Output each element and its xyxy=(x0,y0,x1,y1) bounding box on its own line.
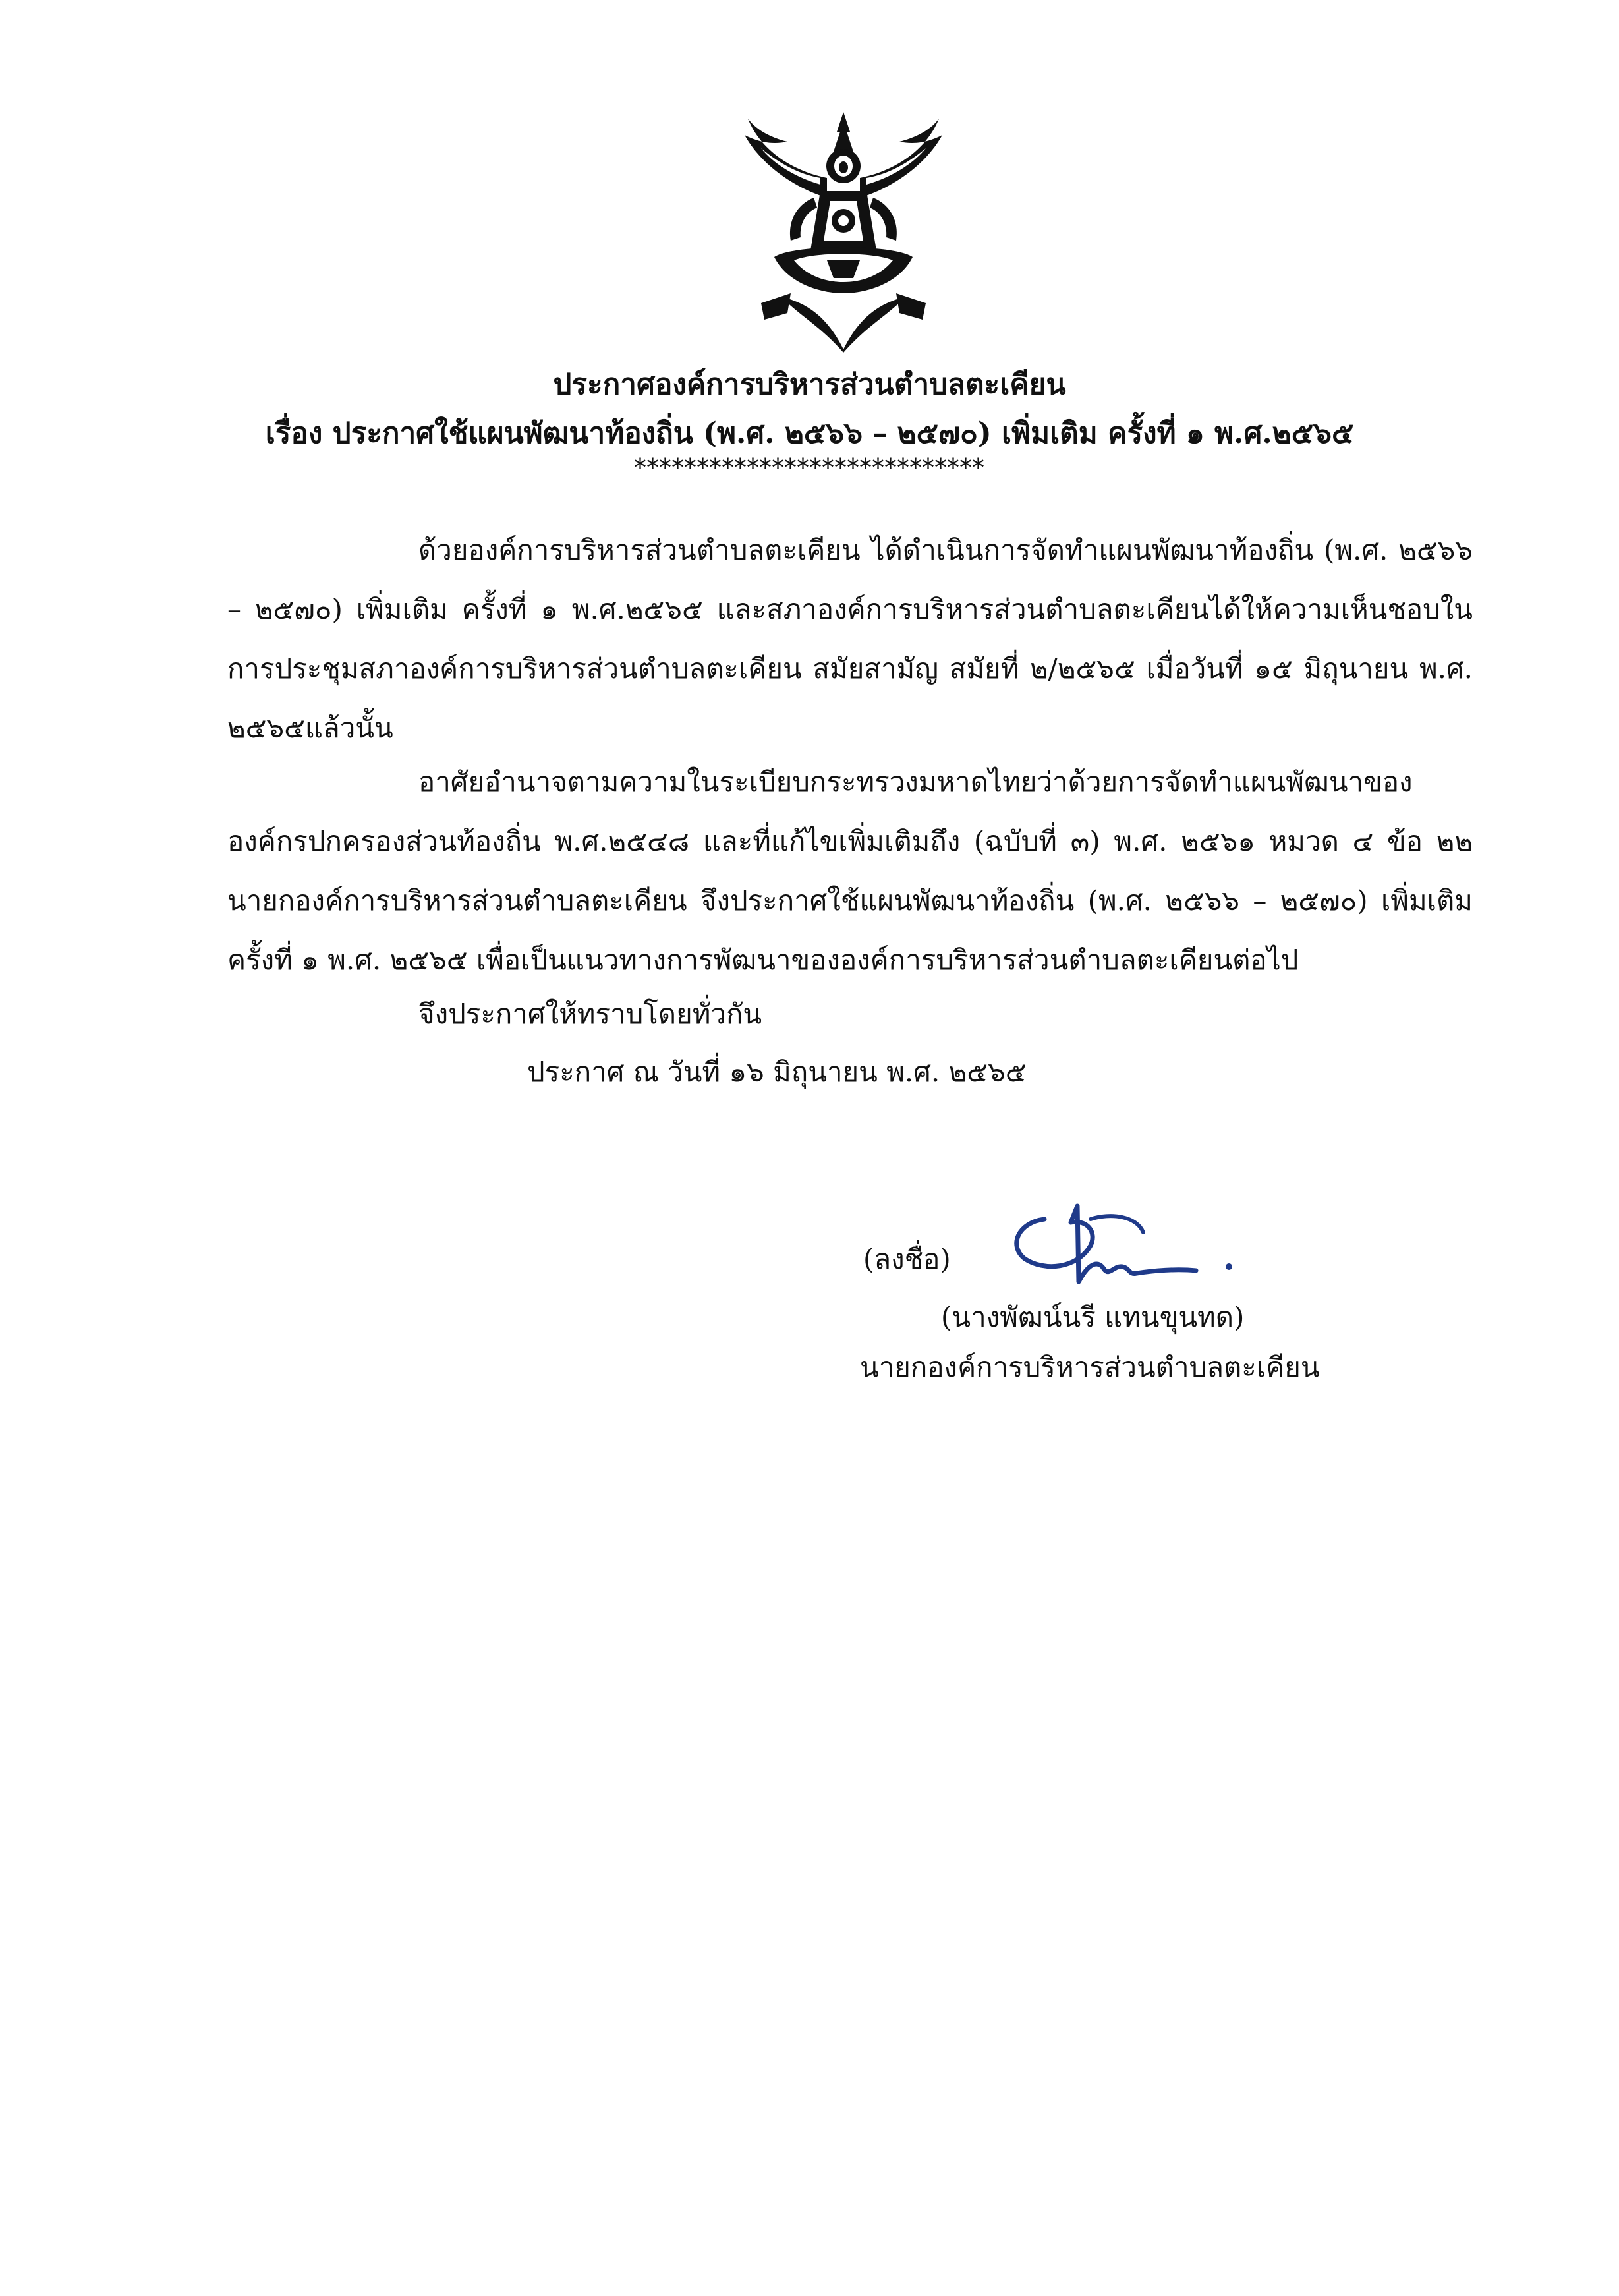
signer-position: นายกองค์การบริหารส่วนตำบลตะเคียน xyxy=(860,1351,1320,1383)
separator-line: **************************** xyxy=(634,455,985,482)
handwritten-signature-icon xyxy=(1005,1193,1255,1298)
body-paragraph-2: อาศัยอำนาจตามความในระเบียบกระทรวงมหาดไทยว่าด้วยการจัดทำแผนพัฒนาขององค์กรปกครองส่วนท้องถิ่น พ.ศ.๒๕๔๘ และที่แก้ไขเพิ่มเติมถึง (ฉบับที่ ๓) พ.ศ. ๒๕๖๑ หมวด ๔ ข้อ ๒๒ นายกองค์การบริหารส่วนตำบลตะเคียน จึงประกาศใช้แผนพัฒนาท้องถิ่น (พ.ศ. ๒๕๖๖ – ๒๕๗๐) เพิ่มเติม ครั้งที่ ๑ พ.ศ. ๒๕๖๕ เพื่อเป็นแนวทางการพัฒนาขององค์การบริหารส่วนตำบลตะเคียนต่อไป xyxy=(227,766,1473,976)
announcement-date: ประกาศ ณ วันที่ ๑๖ มิถุนายน พ.ศ. ๒๕๖๕ xyxy=(527,1056,1027,1088)
signature-label: (ลงชื่อ) xyxy=(863,1243,951,1275)
signer-name: (นางพัฒน์นรี แทนขุนทด) xyxy=(941,1301,1245,1333)
body-paragraph-3: จึงประกาศให้ทราบโดยทั่วกัน xyxy=(418,998,762,1030)
garuda-emblem-icon xyxy=(735,105,952,356)
document-title: ประกาศองค์การบริหารส่วนตำบลตะเคียน xyxy=(553,368,1066,401)
body-paragraph-1: ด้วยองค์การบริหารส่วนตำบลตะเคียน ได้ดำเนินการจัดทำแผนพัฒนาท้องถิ่น (พ.ศ. ๒๕๖๖ – ๒๕๗๐) เพิ่มเติม ครั้งที่ ๑ พ.ศ.๒๕๖๕ และสภาองค์การบริหารส่วนตำบลตะเคียนได้ให้ความเห็นชอบในการประชุมสภาองค์การบริหารส่วนตำบลตะเคียน สมัยสามัญ สมัยที่ ๒/๒๕๖๕ เมื่อวันที่ ๑๕ มิถุนายน พ.ศ. ๒๕๖๕แล้วนั้น xyxy=(227,534,1473,744)
document-subject: เรื่อง ประกาศใช้แผนพัฒนาท้องถิ่น (พ.ศ. ๒๕๖๖ – ๒๕๗๐) เพิ่มเติม ครั้งที่ ๑ พ.ศ.๒๕๖๕ xyxy=(265,416,1354,450)
